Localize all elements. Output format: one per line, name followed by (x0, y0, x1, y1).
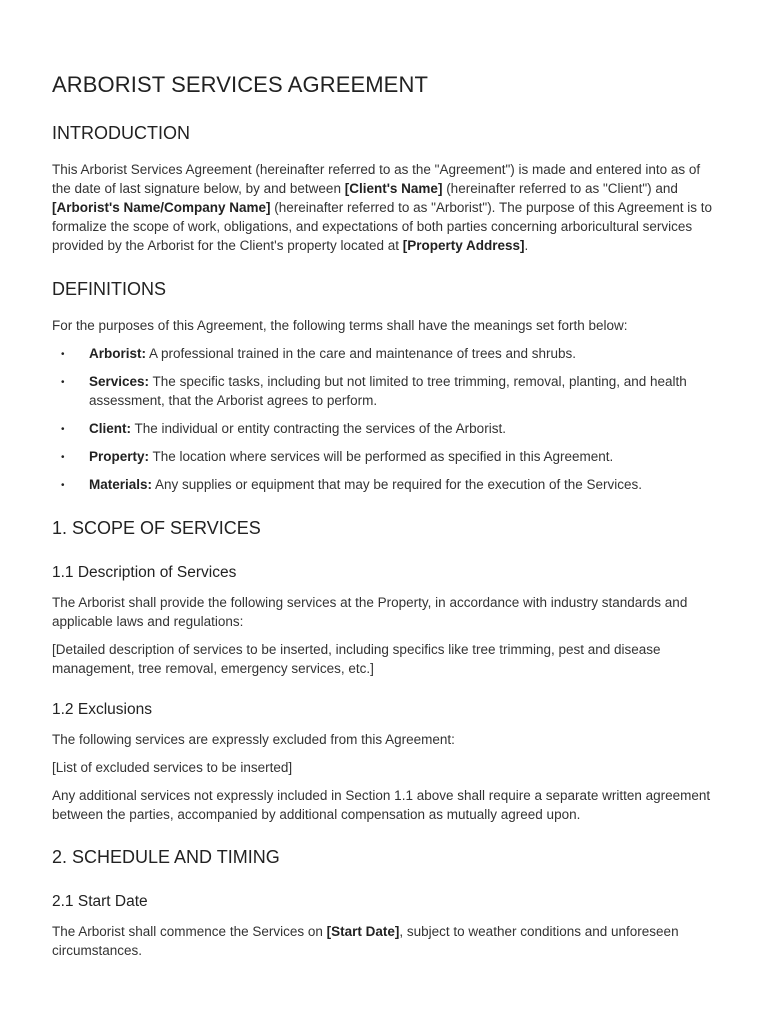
exclusions-heading: 1.2 Exclusions (52, 701, 152, 718)
document-title: ARBORIST SERVICES AGREEMENT (52, 72, 428, 97)
definition-item (52, 419, 718, 438)
definition-text: The location where services will be performed as specified in this Agreement. (149, 449, 614, 464)
definition-text: The individual or entity contracting the services of the Arborist. (131, 421, 506, 436)
definitions-list (52, 344, 718, 494)
definition-term: Property: (89, 449, 150, 464)
schedule-heading: 2. SCHEDULE AND TIMING (52, 847, 280, 867)
introduction-heading: INTRODUCTION (52, 123, 190, 143)
introduction-text-2: (hereinafter referred to as "Client") and (442, 181, 678, 196)
introduction-text-4: . (524, 238, 529, 253)
bullet-icon: • (61, 424, 65, 435)
start-date-heading: 2.1 Start Date (52, 893, 148, 910)
definitions-heading: DEFINITIONS (52, 279, 167, 299)
exclusions-note: Any additional services not expressly included in Section 1.1 above shall require a separate written agreement between the parties, accompanied by additional compensation as mutually agreed upon. (52, 788, 711, 822)
definition-item (52, 372, 718, 410)
exclusions-placeholder: [List of excluded services to be inserted] (52, 760, 293, 775)
description-heading: 1.1 Description of Services (52, 564, 237, 581)
description-text: The Arborist shall provide the following services at the Property, in accordance with industry standards and applicable laws and regulations: (52, 595, 688, 629)
property-address-placeholder: [Property Address] (402, 238, 525, 253)
exclusions-text: The following services are expressly excluded from this Agreement: (52, 732, 455, 747)
definition-text: Any supplies or equipment that may be required for the execution of the Services. (152, 477, 643, 492)
definition-term: Materials: (89, 477, 153, 492)
bullet-icon: • (61, 480, 65, 491)
introduction-paragraph (52, 160, 718, 255)
start-date-placeholder: [Start Date] (326, 924, 400, 939)
client-name-placeholder: [Client's Name] (344, 181, 443, 196)
definition-item (52, 447, 718, 466)
bullet-icon: • (61, 452, 65, 463)
scope-heading: 1. SCOPE OF SERVICES (52, 518, 261, 538)
definition-term: Client: (89, 421, 131, 436)
definition-text: A professional trained in the care and maintenance of trees and shrubs. (146, 346, 577, 361)
start-date-text-2: , subject to weather conditions and unforeseen circumstances. (52, 924, 679, 958)
start-date-text-1: The Arborist shall commence the Services on (52, 924, 327, 939)
definition-text: The specific tasks, including but not limited to tree trimming, removal, planting, and health assessment, that the Arborist agrees to perform. (89, 374, 687, 408)
definition-item (52, 475, 718, 494)
arborist-name-placeholder: [Arborist's Name/Company Name] (52, 200, 271, 215)
bullet-icon: • (61, 377, 65, 388)
introduction-text-1: This Arborist Services Agreement (hereinafter referred to as the "Agreement") is made and entered into as of the date of last signature below, by and between (52, 162, 701, 196)
description-placeholder: [Detailed description of services to be inserted, including specifics like tree trimming, pest and disease management, tree removal, emergency services, etc.] (52, 642, 661, 676)
introduction-text-3: (hereinafter referred to as "Arborist"). The purpose of this Agreement is to formalize the scope of work, obligations, and expectations of both parties concerning arboricultural services provided by the Arborist for the Client's property located at (52, 200, 713, 253)
definition-term: Services: (89, 374, 150, 389)
definition-term: Arborist: (89, 346, 146, 361)
definitions-intro: For the purposes of this Agreement, the following terms shall have the meanings set forth below: (52, 318, 628, 333)
definition-item (52, 344, 718, 363)
start-date-paragraph (52, 922, 718, 960)
bullet-icon: • (61, 349, 65, 360)
